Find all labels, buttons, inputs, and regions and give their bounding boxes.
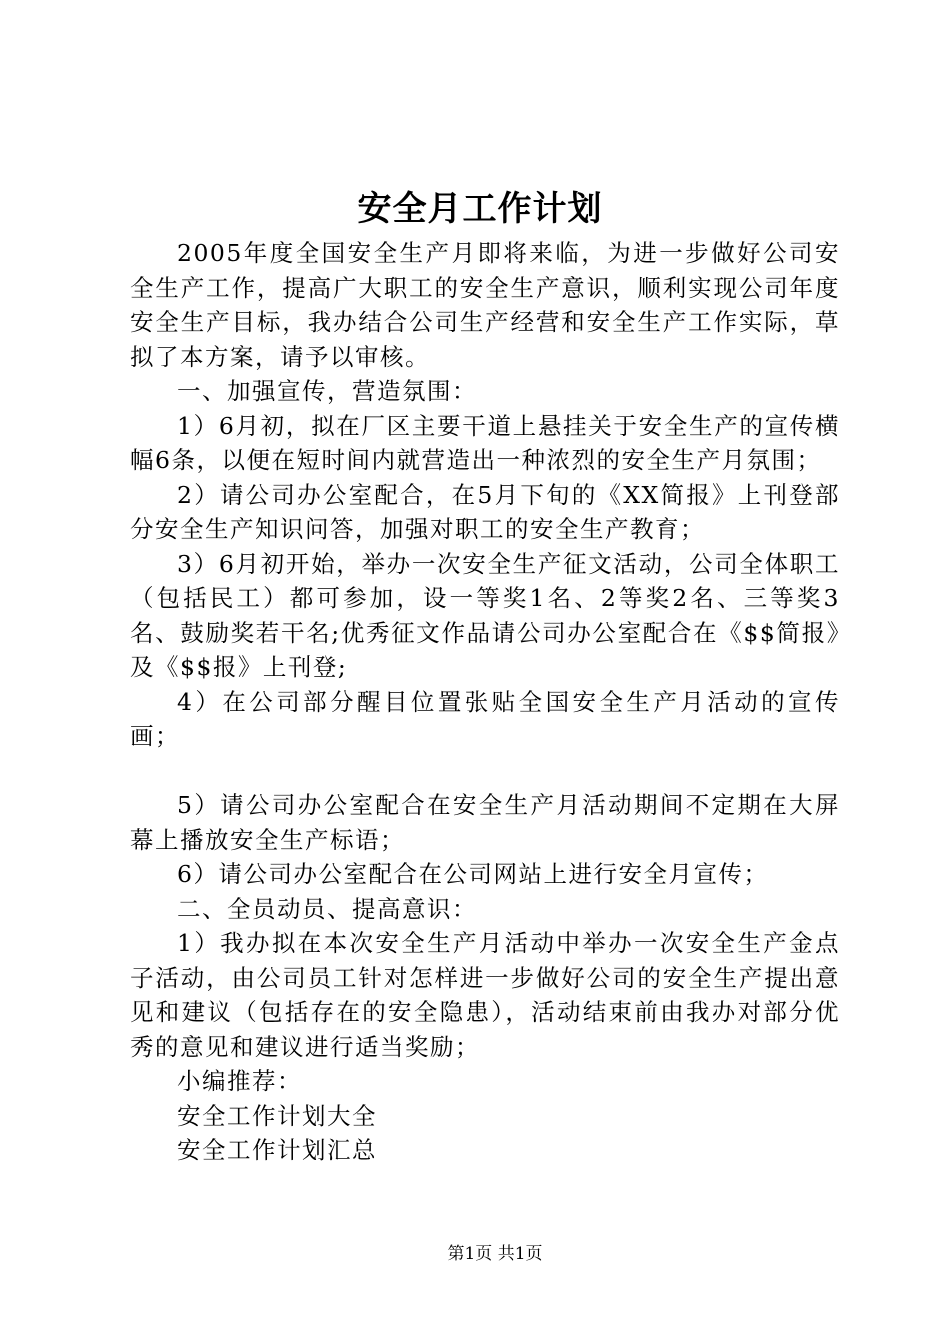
page-footer: 第1页 共1页: [447, 1244, 543, 1264]
intro-paragraph: 2005年度全国安全生产月即将来临，为进一步做好公司安全生产工作，提高广大职工的安全生产意识，顺利实现公司年度安全生产目标，我办结合公司生产经营和安全生产工作实际，草拟了本方案，请予以审核。: [130, 239, 840, 371]
blank-line: [130, 754, 840, 789]
list-item: 6）请公司办公室配合在公司网站上进行安全月宣传；: [177, 860, 769, 888]
list-item: 4）在公司部分醒目位置张贴全国安全生产月活动的宣传画；: [130, 687, 840, 750]
list-item: 3）6月初开始，举办一次安全生产征文活动，公司全体职工（包括民工）都可参加，设一等奖1名、2等奖2名、三等奖3名、鼓励奖若干名;优秀征文作品请公司办公室配合在《$$简报》及《$$报》上刊登;: [130, 549, 840, 681]
recommend-link[interactable]: 安全工作计划汇总: [177, 1136, 377, 1164]
document-title: 安全月工作计划: [357, 189, 603, 229]
list-item: 1）我办拟在本次安全生产月活动中举办一次安全生产金点子活动，由公司员工针对怎样进一步做好公司的安全生产提出意见和建议（包括存在的安全隐患），活动结束前由我办对部分优秀的意见和建议进行适当奖励；: [130, 929, 840, 1061]
list-item: 1）6月初，拟在厂区主要干道上悬挂关于安全生产的宣传横幅6条，以便在短时间内就营造出一种浓烈的安全生产月氛围；: [130, 411, 840, 474]
section-heading-1: 一、加强宣传，营造氛围：: [177, 377, 477, 405]
list-item: 5）请公司办公室配合在安全生产月活动期间不定期在大屏幕上播放安全生产标语；: [130, 791, 840, 854]
recommend-link[interactable]: 安全工作计划大全: [177, 1101, 377, 1130]
document-body: [130, 236, 840, 1168]
list-item: 2）请公司办公室配合，在5月下旬的《XX简报》上刊登部分安全生产知识问答，加强对职工的安全生产教育；: [130, 480, 840, 543]
section-heading-2: 二、全员动员、提高意识：: [177, 894, 477, 923]
recommend-label: 小编推荐：: [177, 1067, 302, 1095]
